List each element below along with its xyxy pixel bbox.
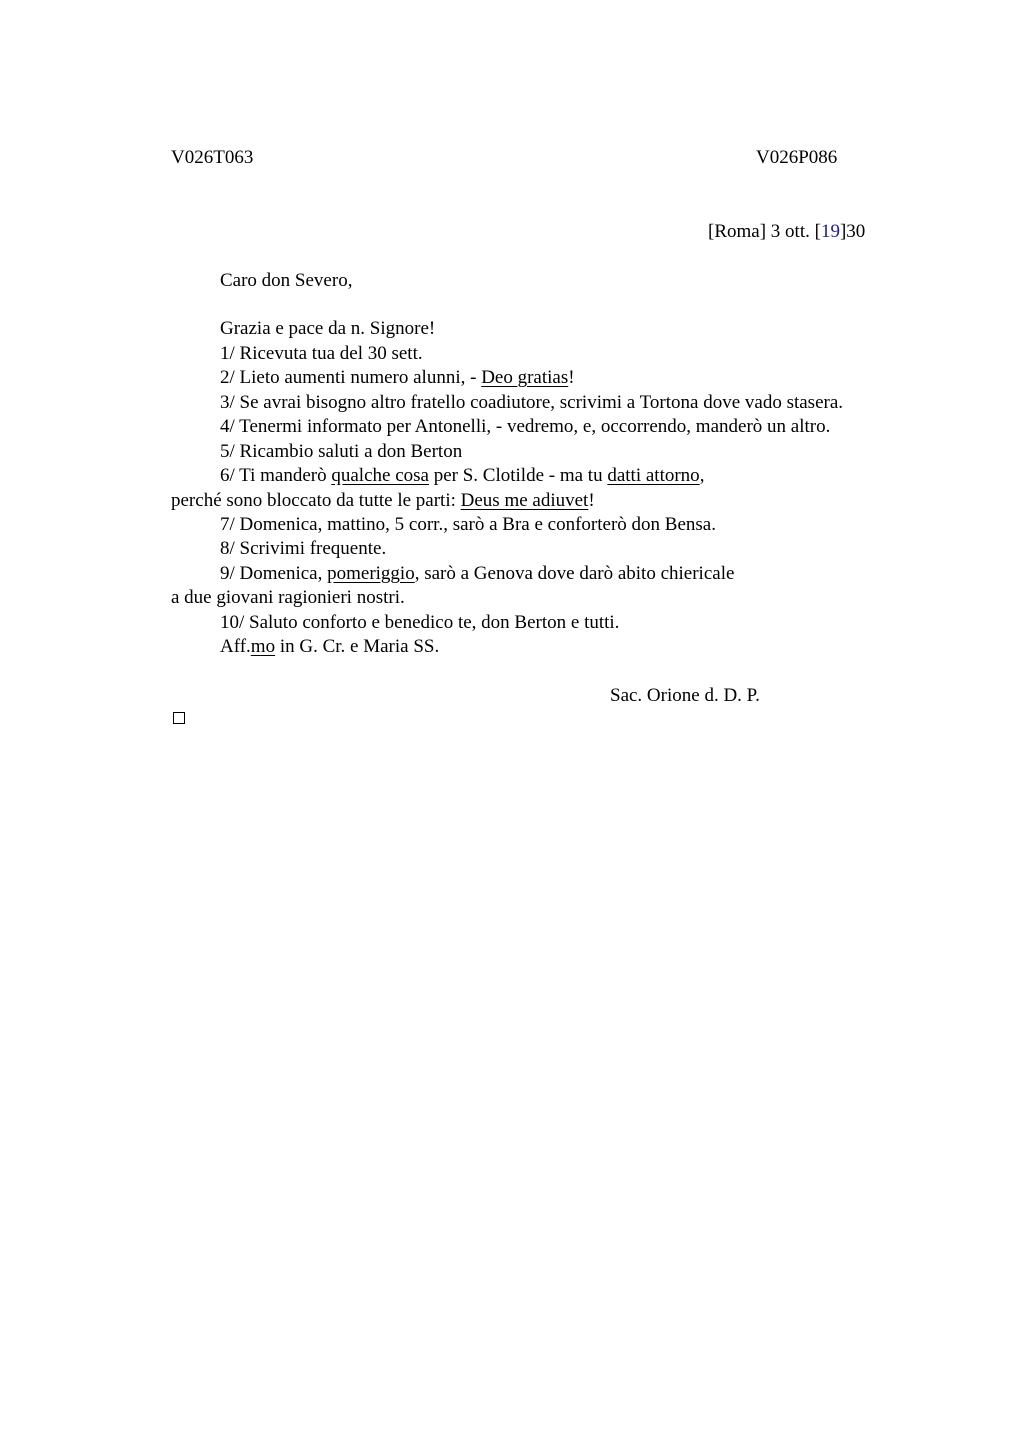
item-6-line2-underlined: Deus me adiuvet bbox=[460, 490, 589, 511]
list-item-6-continuation bbox=[171, 489, 595, 513]
signature: Sac. Orione d. D. P. bbox=[610, 685, 760, 706]
item-6-line2-end: ! bbox=[588, 490, 595, 511]
salutation: Caro don Severo, bbox=[220, 270, 353, 291]
item-9-text-2: , sarò a Genova dove darò abito chiericale bbox=[414, 563, 735, 584]
list-item-5: 5/ Ricambio saluti a don Berton bbox=[220, 441, 463, 462]
list-item-10: 10/ Saluto conforto e benedico te, don Berton e tutti. bbox=[220, 612, 620, 633]
closing-underlined: mo bbox=[250, 636, 276, 657]
item-9-underlined: pomeriggio bbox=[327, 563, 415, 584]
list-item-4: 4/ Tenermi informato per Antonelli, - vedremo, e, occorrendo, manderò un altro. bbox=[220, 416, 831, 437]
greeting: Grazia e pace da n. Signore! bbox=[220, 318, 436, 339]
letter-date bbox=[708, 220, 865, 244]
date-year-end: ]30 bbox=[839, 221, 866, 242]
list-item-3: 3/ Se avrai bisogno altro fratello coadiutore, scrivimi a Tortona dove vado stasera. bbox=[220, 392, 844, 413]
item-2-text: 2/ Lieto aumenti numero alunni, - bbox=[220, 367, 482, 388]
list-item-1: 1/ Ricevuta tua del 30 sett. bbox=[220, 343, 423, 364]
document-code-right: V026P086 bbox=[756, 147, 838, 168]
closing-end: in G. Cr. e Maria SS. bbox=[275, 636, 440, 657]
item-6-line2-text: perché sono bloccato da tutte le parti: bbox=[171, 490, 461, 511]
closing-text: Aff. bbox=[220, 636, 251, 657]
item-6-end: , bbox=[699, 465, 705, 486]
date-place: [Roma] 3 ott. [ bbox=[708, 221, 821, 242]
item-2-end: ! bbox=[568, 367, 575, 388]
item-9-text: 9/ Domenica, bbox=[220, 563, 328, 584]
list-item-2 bbox=[220, 366, 575, 390]
item-2-underlined: Deo gratias bbox=[481, 367, 569, 388]
list-item-9-continuation: a due giovani ragionieri nostri. bbox=[171, 587, 405, 608]
item-6-underlined-2: datti attorno bbox=[607, 465, 700, 486]
closing bbox=[220, 635, 439, 659]
list-item-9 bbox=[220, 562, 734, 586]
list-item-8: 8/ Scrivimi frequente. bbox=[220, 538, 387, 559]
document-code-left: V026T063 bbox=[171, 147, 254, 168]
item-6-underlined-1: qualche cosa bbox=[331, 465, 429, 486]
list-item-7: 7/ Domenica, mattino, 5 corr., sarò a Bra e conforterò don Bensa. bbox=[220, 514, 716, 535]
item-6-text-2: per S. Clotilde - ma tu bbox=[428, 465, 608, 486]
date-year-link[interactable]: 19 bbox=[820, 221, 840, 242]
item-6-text: 6/ Ti manderò bbox=[220, 465, 332, 486]
end-marker-checkbox-icon bbox=[173, 712, 185, 724]
list-item-6 bbox=[220, 464, 704, 488]
